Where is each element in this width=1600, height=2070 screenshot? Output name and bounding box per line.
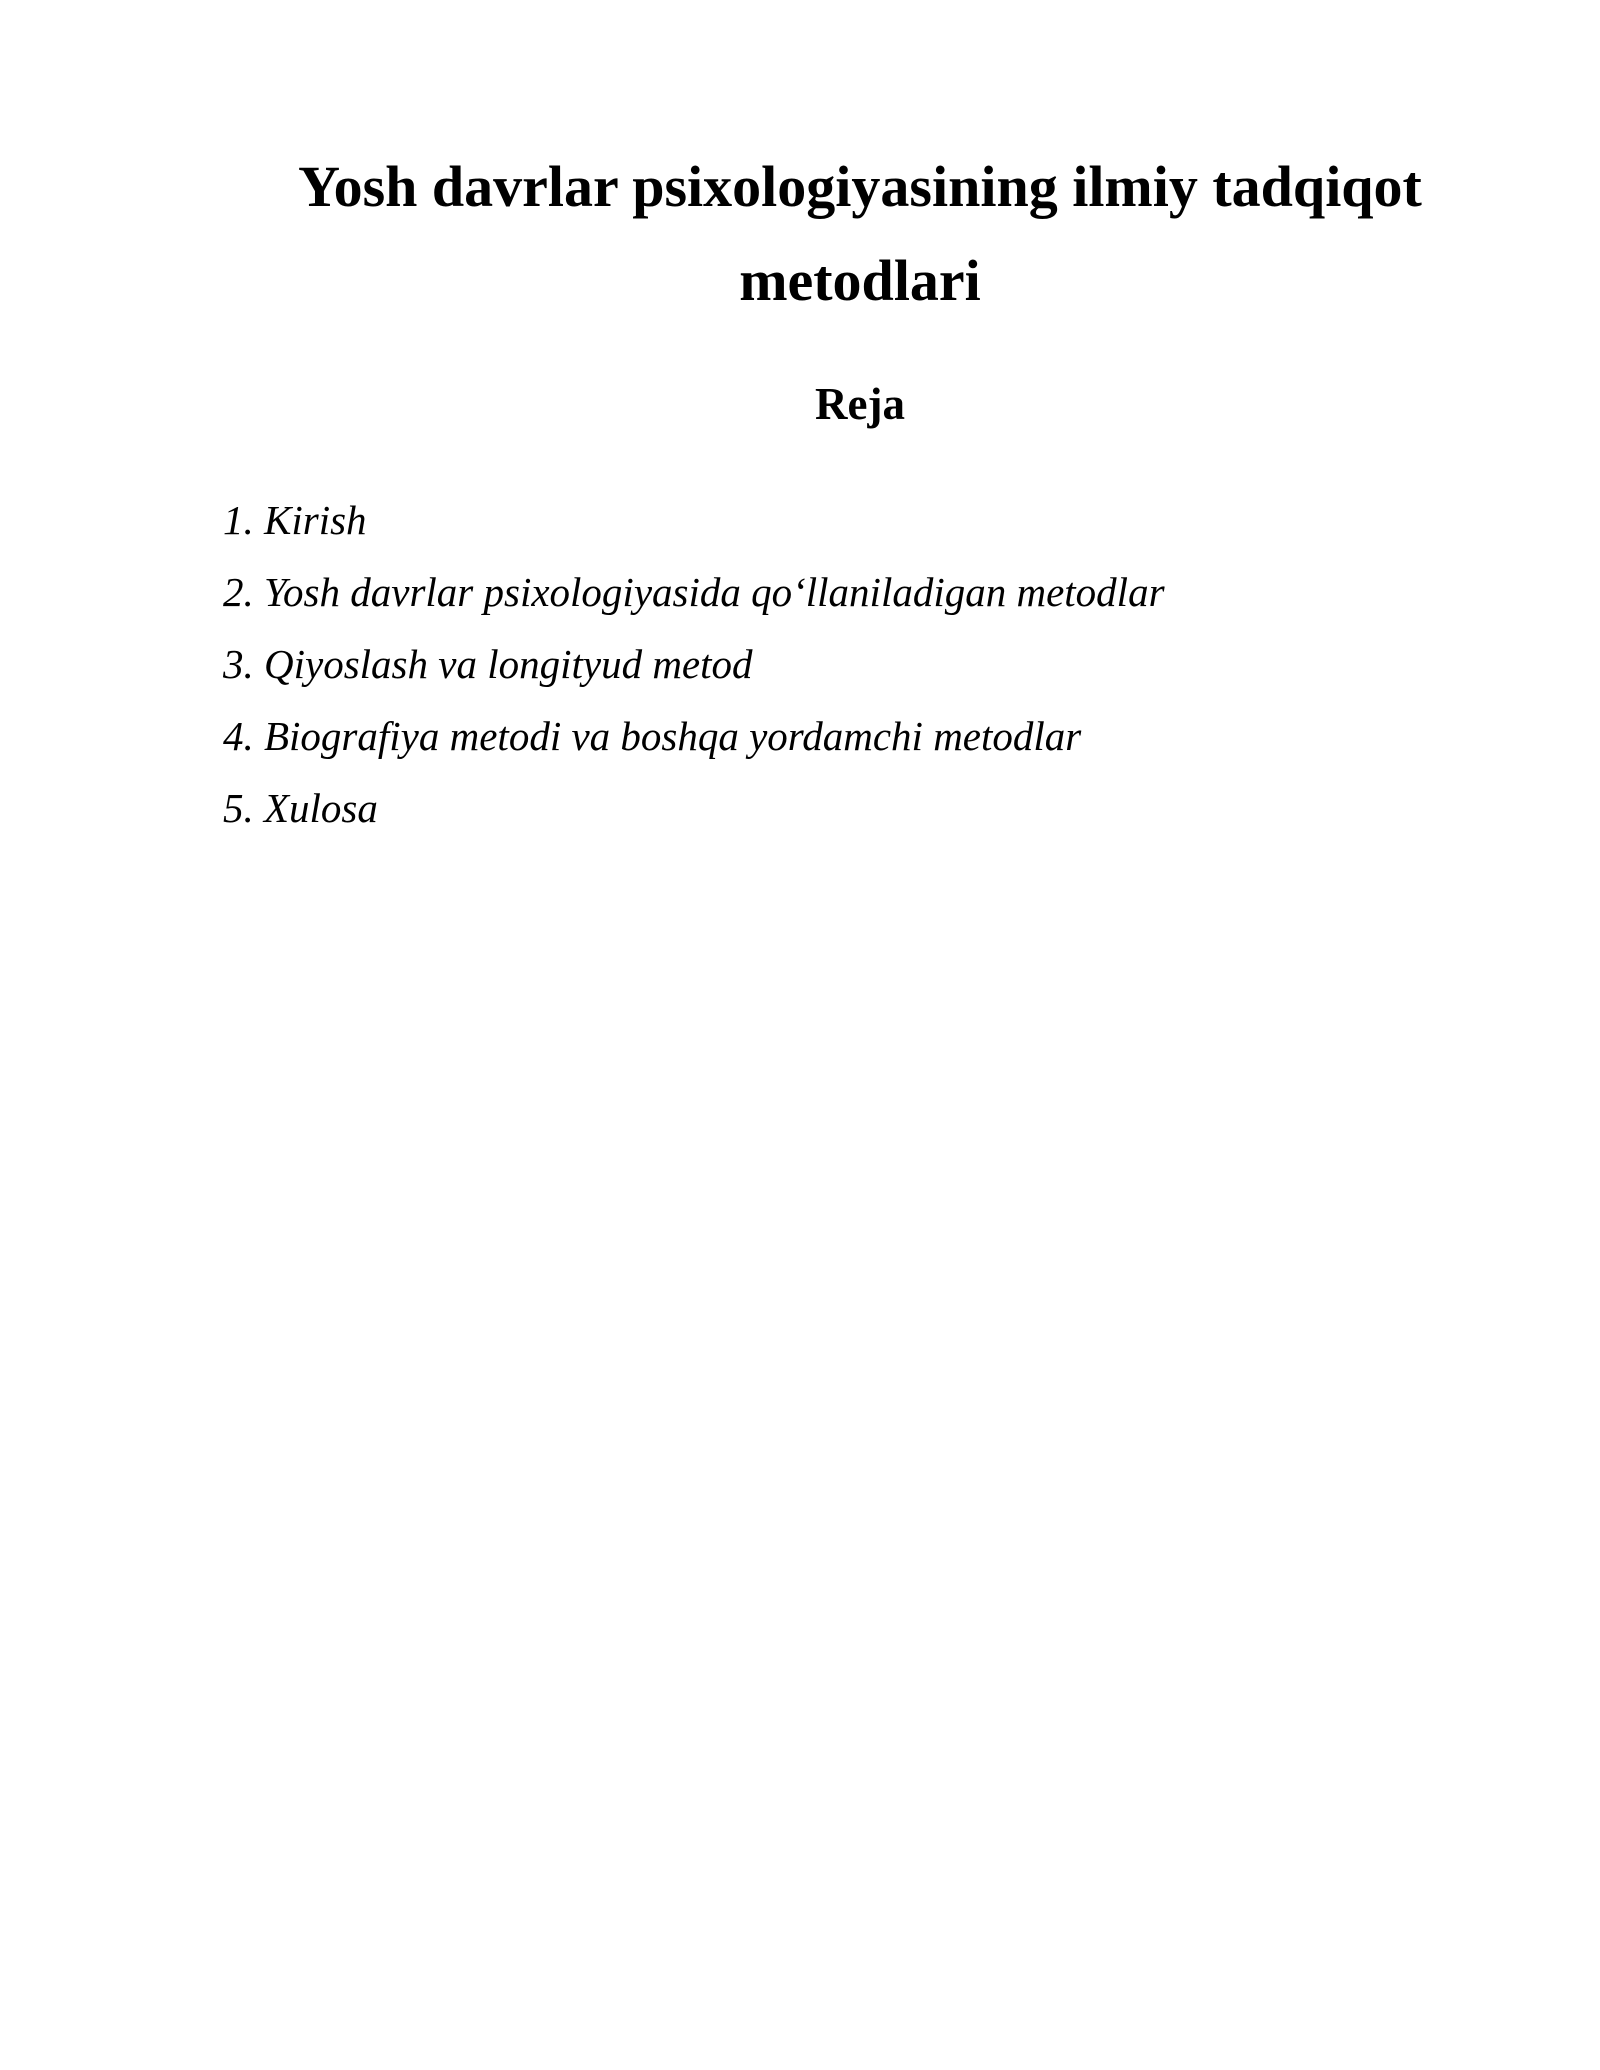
document-title: Yosh davrlar psixologiyasining ilmiy tadqiqot metodlari bbox=[298, 154, 1422, 313]
plan-item-2: 2. Yosh davrlar psixologiyasida qo‘llaniladigan metodlar bbox=[223, 569, 1165, 615]
plan-item-3: 3. Qiyoslash va longityud metod bbox=[223, 641, 753, 687]
plan-item-5: 5. Xulosa bbox=[223, 785, 378, 831]
plan-item-4: 4. Biografiya metodi va boshqa yordamchi metodlar bbox=[223, 713, 1082, 759]
plan-item-1: 1. Kirish bbox=[223, 497, 367, 543]
plan-list bbox=[223, 484, 1165, 844]
plan-heading: Reja bbox=[815, 379, 905, 429]
